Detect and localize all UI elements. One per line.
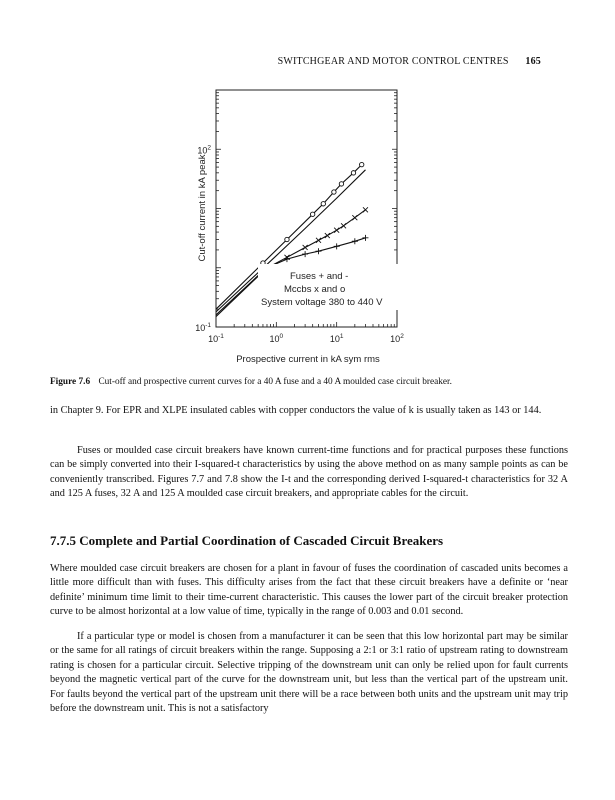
data-point-circle — [285, 237, 289, 241]
data-point-circle — [339, 182, 343, 186]
chart-tick-labels — [195, 144, 404, 344]
data-point-cross — [303, 245, 308, 250]
data-point-plus — [362, 235, 368, 241]
x-tick-label: $10^{-1}$ — [208, 333, 224, 344]
body-paragraph-1 — [50, 404, 568, 418]
data-point-plus — [334, 243, 340, 249]
data-point-cross — [352, 215, 357, 220]
figure-caption-label: Figure 7.6 — [50, 377, 91, 387]
data-point-cross — [363, 207, 368, 212]
body-paragraph-3 — [50, 562, 568, 620]
legend-line-fuses: Fuses + and - — [290, 271, 349, 282]
figure-caption-text: Cut-off and prospective current curves for a 40 A fuse and a 40 A moulded case circuit breaker. — [98, 377, 452, 387]
figure-caption — [50, 376, 570, 388]
running-head-title: SWITCHGEAR AND MOTOR CONTROL CENTRES — [277, 56, 509, 67]
body-paragraph-4 — [50, 630, 568, 716]
y-axis-label: Cut-off current in kA peak — [197, 154, 208, 262]
legend-line-mccbs: Mccbs x and o — [284, 284, 346, 295]
data-point-cross — [316, 238, 321, 243]
data-point-circle — [332, 190, 336, 194]
body-paragraph-2 — [50, 444, 568, 502]
x-tick-label: $10^2$ — [390, 333, 404, 344]
y-tick-label: $10^{-1}$ — [195, 322, 211, 333]
x-tick-label: $10^0$ — [269, 333, 284, 344]
cutoff-current-chart — [0, 0, 615, 370]
data-point-cross — [325, 233, 330, 238]
paragraph-text: in Chapter 9. For EPR and XLPE insulated cables with copper conductors the value of k is usually taken as 143 or 144. — [50, 405, 542, 416]
data-point-plus — [302, 251, 308, 257]
data-point-cross — [341, 223, 346, 228]
data-point-plus — [316, 248, 322, 254]
page-number: 165 — [525, 56, 541, 67]
data-point-plus — [284, 256, 290, 262]
legend-line-voltage: System voltage 380 to 440 V — [261, 297, 383, 308]
y-tick-label: $10^2$ — [197, 144, 211, 156]
paragraph-text: Fuses or moulded case circuit breakers have known current-time functions and for practical purposes these functions can be simply converted into their I-squared-t characteristics by using the above method on as many sample points as can be conveniently transcribed. Figures 7.7 and 7.8 show the I-t and the corresponding derived I-squared-t characteristics for 32 A and 125 A fuses, 32 A and 125 A moulded case circuit breakers, and appropriate cables for the circuit. — [50, 445, 568, 500]
data-point-circle — [321, 202, 325, 206]
data-point-circle — [310, 212, 314, 216]
paragraph-text: If a particular type or model is chosen from a manufacturer it can be seen that this low horizontal part may be similar or the same for all ratings of circuit breakers within the range. Supposing a 2:1 or 3:1 ratio of upstream rating to downstream rating is chosen for a particular circuit. Selective tripping of the downstream unit can only be relied upon for fault currents beyond the magnetic vertical part of the curve for the downstream unit, but less than the vertical part of the upstream unit. For faults beyond the vertical part of the upstream unit there will be a race between both units and the upstream unit may trip before the downstream unit. This is not a satisfactory — [50, 631, 568, 715]
data-point-circle — [360, 162, 364, 166]
data-point-cross — [334, 228, 339, 233]
data-point-plus — [352, 238, 358, 244]
x-axis-label: Prospective current in kA sym rms — [236, 354, 380, 365]
paragraph-text: Where moulded case circuit breakers are chosen for a plant in favour of fuses the coordination of cascaded units becomes a little more difficult than with fuses. This difficulty arises from the fact that these circuit breakers have a definite or ‘near definite’ minimum time limit to their time-current characteristic. This causes the lower part of the circuit breaker protection curve to be almost horizontal at a low value of time, typically in the range of 0.003 and 0.01 second. — [50, 563, 568, 618]
data-point-circle — [351, 171, 355, 175]
section-heading: 7.7.5 Complete and Partial Coordination of Cascaded Circuit Breakers — [50, 533, 444, 548]
x-tick-label: $10^1$ — [329, 333, 344, 344]
